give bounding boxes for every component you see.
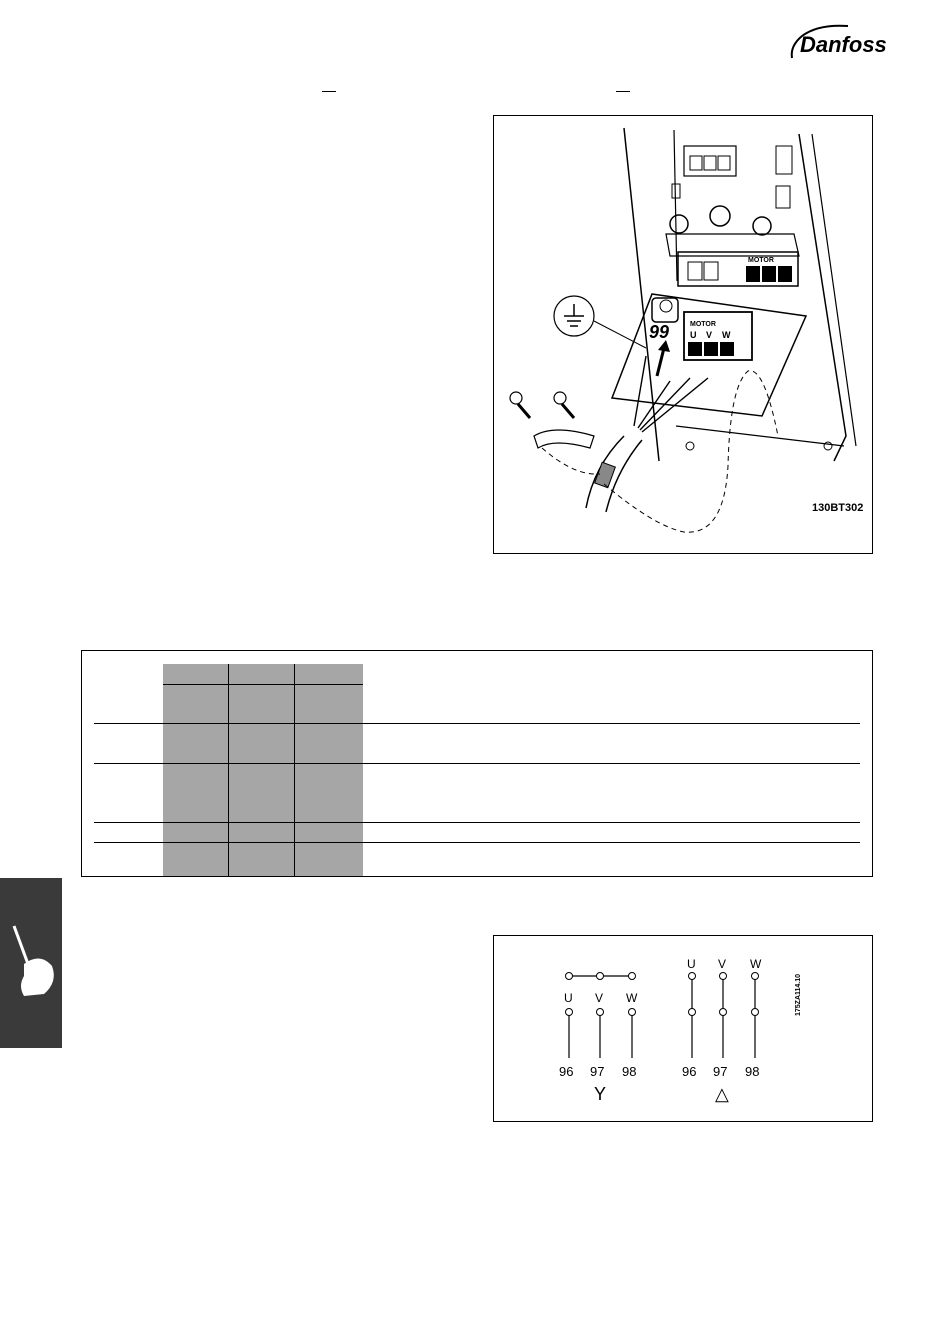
table-row-divider	[94, 723, 860, 724]
header-dash-right	[616, 91, 630, 92]
motor-connection-figure	[493, 115, 873, 554]
star-terminal-96: 96	[559, 1064, 574, 1079]
plug-motor-label: MOTOR	[690, 321, 716, 328]
table-row-divider	[94, 763, 860, 764]
danfoss-logo	[788, 20, 896, 64]
figure-code: 130BT302	[812, 502, 864, 514]
wiring-figure-code: 175ZA114.10	[795, 973, 802, 1016]
table-row-divider	[94, 822, 860, 823]
brand-text: Danfoss	[800, 32, 887, 57]
plug-phase-w: W	[722, 330, 731, 340]
star-terminal-97: 97	[590, 1064, 605, 1079]
delta-terminal-96: 96	[682, 1064, 697, 1079]
table-col-divider	[294, 664, 295, 876]
delta-phase-v: V	[718, 957, 727, 971]
star-delta-wiring-figure	[493, 935, 873, 1122]
star-symbol: Y	[594, 1084, 607, 1104]
plug-phase-v: V	[706, 330, 713, 340]
earth-terminal-number: 99	[649, 322, 670, 342]
star-terminal-98: 98	[622, 1064, 637, 1079]
star-phase-u: U	[564, 991, 573, 1005]
delta-terminal-98: 98	[745, 1064, 760, 1079]
upper-motor-label: MOTOR	[748, 257, 774, 264]
delta-phase-w: W	[750, 957, 762, 971]
delta-symbol: △	[715, 1084, 729, 1104]
motor-cable-table	[81, 650, 873, 877]
table-header-divider	[163, 684, 363, 685]
delta-phase-u: U	[687, 957, 696, 971]
table-shaded-columns	[163, 664, 363, 876]
chapter-side-tab	[0, 878, 62, 1048]
table-col-divider	[228, 664, 229, 876]
star-phase-w: W	[626, 991, 638, 1005]
screwdriver-hand-icon	[0, 878, 62, 1048]
plug-phase-u: U	[690, 330, 697, 340]
header-dash-left	[322, 91, 336, 92]
delta-terminal-97: 97	[713, 1064, 728, 1079]
table-row-divider	[94, 842, 860, 843]
star-phase-v: V	[595, 991, 604, 1005]
